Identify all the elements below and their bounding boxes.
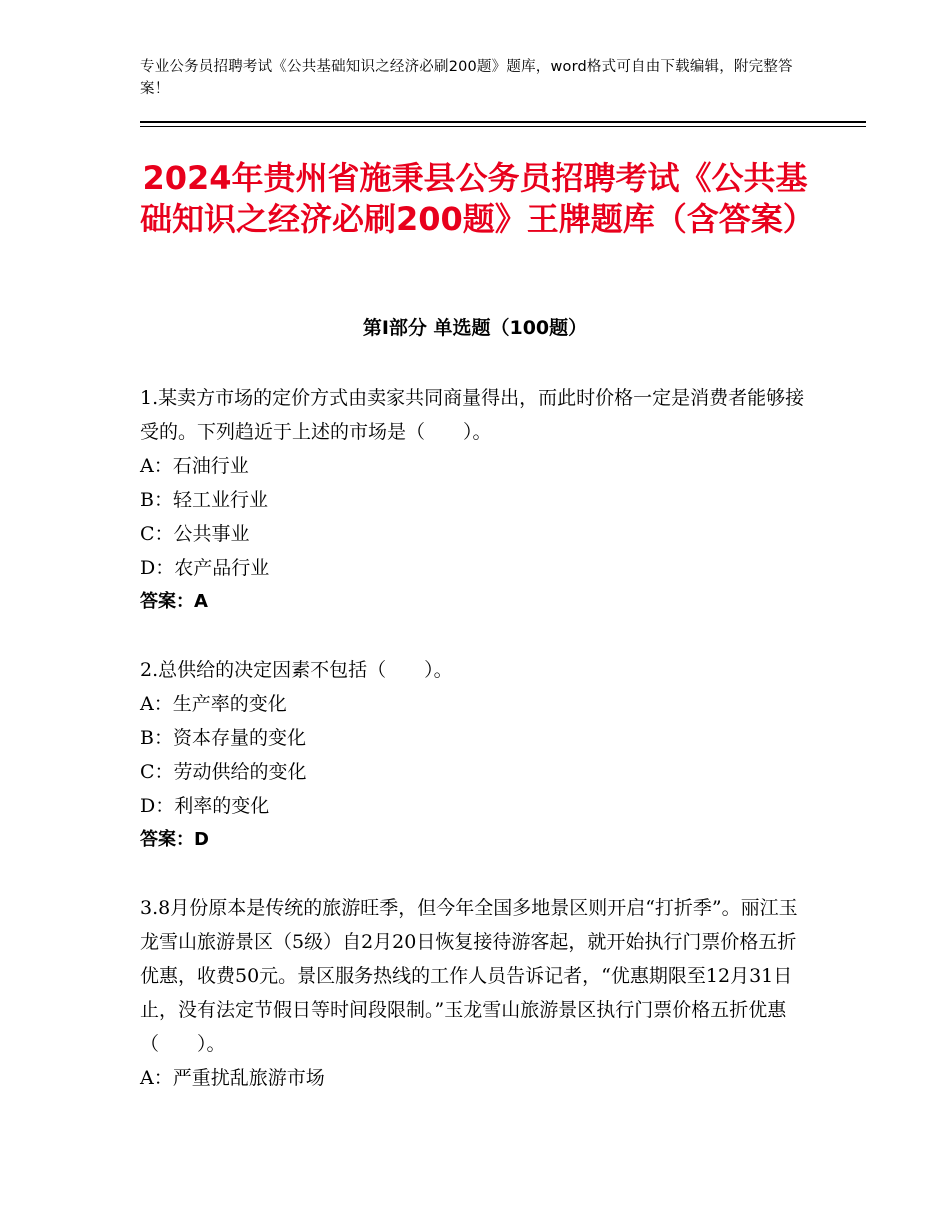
- document-title: 2024年贵州省施秉县公务员招聘考试《公共基础知识之经济必刷200题》王牌题库（含答案）: [140, 159, 815, 238]
- question-stem: 3.8月份原本是传统的旅游旺季，但今年全国多地景区则开启“打折季”。丽江玉龙雪山旅游景区（5级）自2月20日恢复接待游客起，就开始执行门票价格五折优惠，收费50元。景区服务热线的工作人员告诉记者，“优惠期限至12月31日止，没有法定节假日等时间段限制。”玉龙雪山旅游景区执行门票价格五折优惠（ ）。: [140, 897, 798, 1055]
- option-a: A：石油行业: [140, 455, 249, 477]
- question-3: [140, 891, 812, 1095]
- question-answer: 答案：A: [140, 591, 208, 612]
- option-d: D：利率的变化: [140, 795, 270, 817]
- question-stem: 1.某卖方市场的定价方式由卖家共同商量得出，而此时价格一定是消费者能够接受的。下列趋近于上述的市场是（ ）。: [140, 387, 805, 443]
- option-d: D：农产品行业: [140, 557, 270, 579]
- section-heading: 第Ⅰ部分 单选题（100题）: [362, 317, 588, 339]
- question-stem: 2.总供给的决定因素不包括（ ）。: [140, 659, 453, 681]
- option-a: A：生产率的变化: [140, 693, 287, 715]
- header-note: 专业公务员招聘考试《公共基础知识之经济必刷200题》题库，word格式可自由下载编辑，附完整答案！: [140, 59, 793, 97]
- question-answer: 答案：D: [140, 829, 209, 850]
- option-a: A：严重扰乱旅游市场: [140, 1067, 325, 1089]
- option-b: B：轻工业行业: [140, 489, 268, 511]
- question-2: [140, 653, 812, 857]
- header-rule-thin: [140, 126, 866, 127]
- option-c: C：劳动供给的变化: [140, 761, 307, 783]
- header-rule-thick: [140, 121, 866, 123]
- question-list: [140, 381, 812, 1129]
- option-c: C：公共事业: [140, 523, 250, 545]
- question-1: [140, 381, 812, 619]
- option-b: B：资本存量的变化: [140, 727, 306, 749]
